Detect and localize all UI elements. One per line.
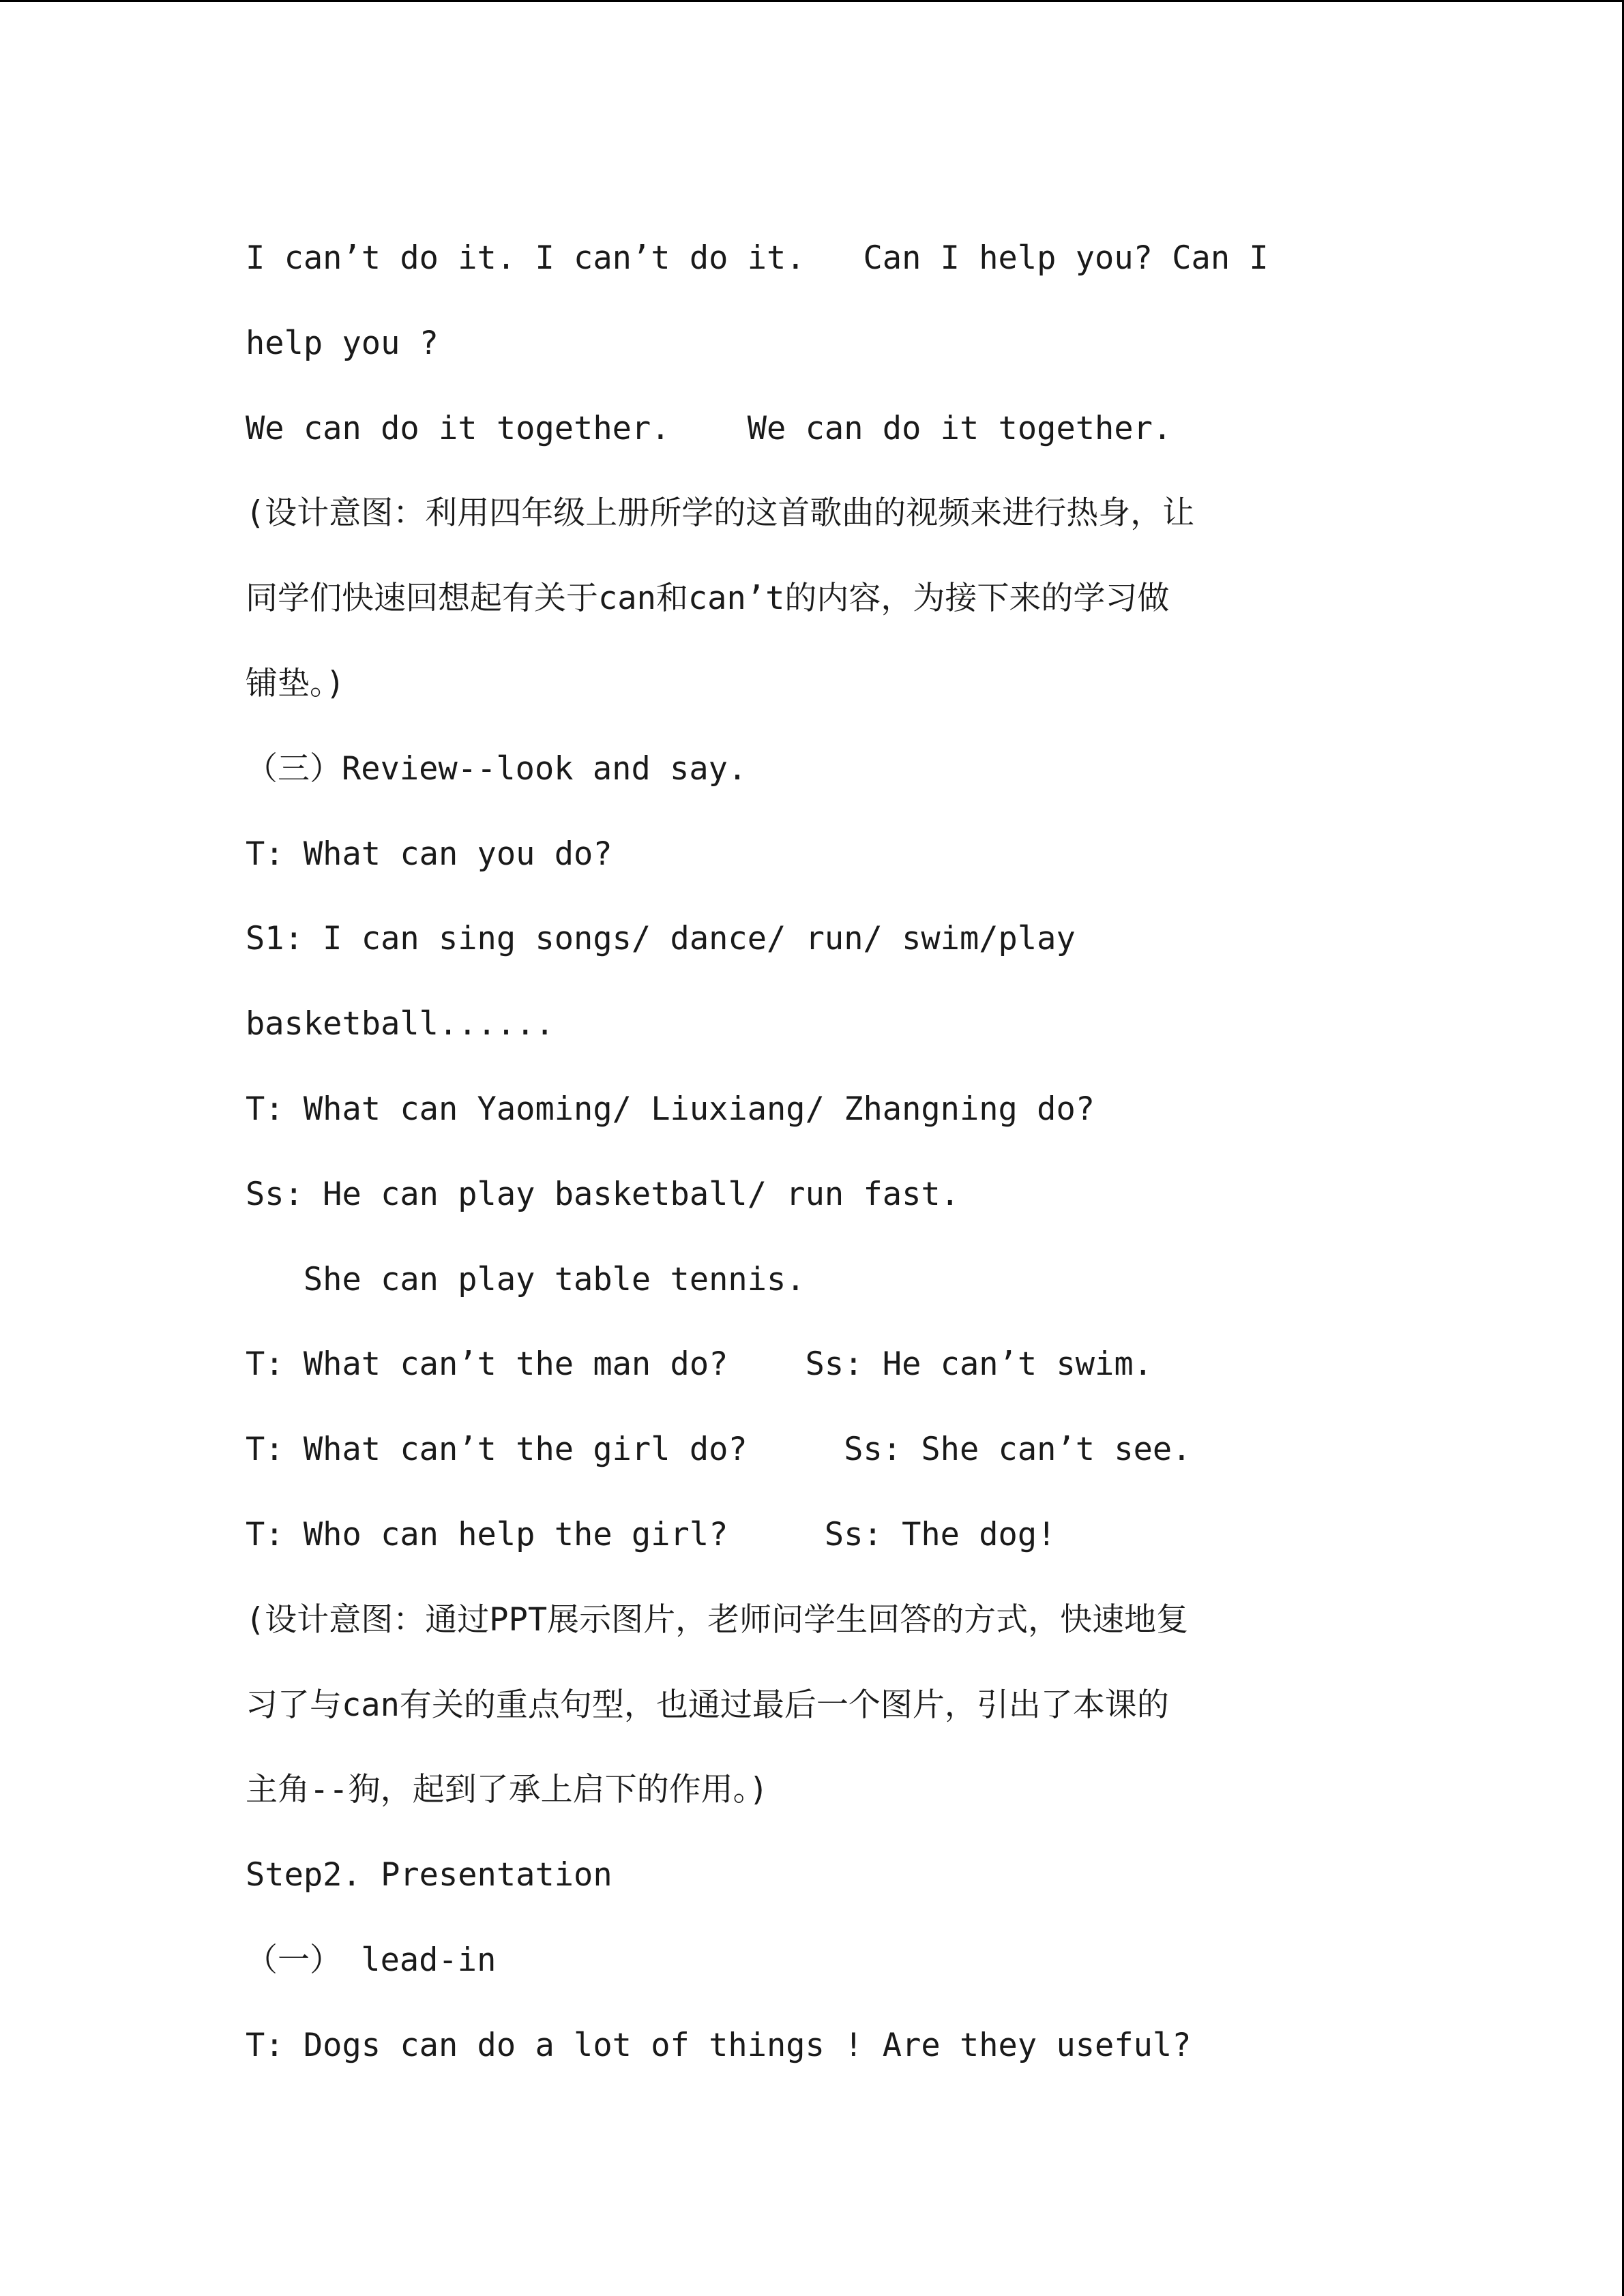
text-line: help you ? bbox=[246, 324, 439, 362]
dialogue-line: T: Dogs can do a lot of things ! Are they useful? bbox=[246, 2026, 1192, 2064]
dialogue-line: T: What can’t the man do? Ss: He can’t swim. bbox=[246, 1345, 1153, 1384]
design-intent-line: 习了与can有关的重点句型，也通过最后一个图片，引出了本课的 bbox=[246, 1686, 1169, 1724]
section-heading: （三）Review--look and say. bbox=[246, 749, 748, 788]
text-line: We can do it together. We can do it together. bbox=[246, 409, 1172, 447]
section-heading: （一） lead-in bbox=[246, 1941, 497, 1979]
design-intent-line: 同学们快速回想起有关于can和can’t的内容，为接下来的学习做 bbox=[246, 580, 1170, 618]
step-heading: Step2. Presentation bbox=[246, 1856, 612, 1894]
design-intent-line: 主角--狗，起到了承上启下的作用。) bbox=[246, 1771, 769, 1809]
dialogue-line: T: Who can help the girl? Ss: The dog! bbox=[246, 1515, 1057, 1553]
dialogue-line: basketball...... bbox=[246, 1005, 555, 1043]
dialogue-line: T: What can Yaoming/ Liuxiang/ Zhangning do? bbox=[246, 1090, 1095, 1128]
design-intent-line: (设计意图：利用四年级上册所学的这首歌曲的视频来进行热身，让 bbox=[246, 494, 1195, 533]
dialogue-line: Ss: He can play basketball/ run fast. bbox=[246, 1175, 960, 1213]
document-body bbox=[246, 216, 1541, 2089]
text-line: I can’t do it. I can’t do it. Can I help you? Can I bbox=[246, 239, 1269, 277]
dialogue-line: T: What can’t the girl do? Ss: She can’t see. bbox=[246, 1431, 1192, 1469]
design-intent-line: 铺垫。) bbox=[246, 664, 345, 702]
dialogue-line: She can play table tennis. bbox=[246, 1260, 806, 1298]
design-intent-line: (设计意图：通过PPT展示图片，老师问学生回答的方式，快速地复 bbox=[246, 1600, 1189, 1639]
dialogue-line: S1: I can sing songs/ dance/ run/ swim/play bbox=[246, 920, 1076, 958]
dialogue-line: T: What can you do? bbox=[246, 835, 612, 873]
